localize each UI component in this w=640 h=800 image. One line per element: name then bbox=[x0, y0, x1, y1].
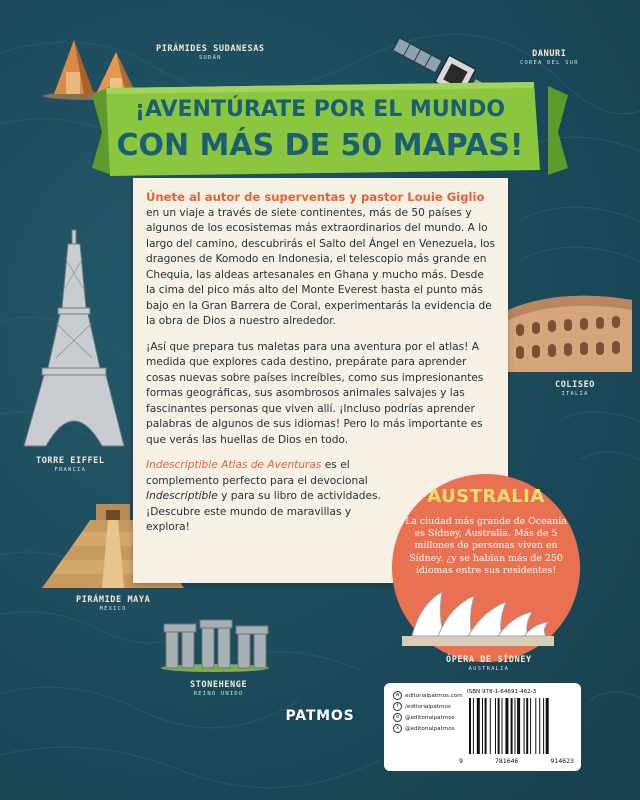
barcode-digits bbox=[459, 757, 574, 765]
eiffel-tower-illustration bbox=[20, 228, 130, 450]
coliseo-label: COLISEO ITALIA bbox=[555, 380, 596, 397]
book-title: Indescriptible Atlas de Aventuras bbox=[146, 459, 322, 471]
social-links bbox=[393, 690, 463, 734]
banner-line-2: CON MÁS DE 50 MAPAS! bbox=[116, 128, 524, 163]
facebook-icon: f bbox=[393, 702, 402, 711]
lead-line: Únete al autor de superventas y pastor Louie Giglio bbox=[146, 190, 485, 204]
social-facebook: /editorialpatmos bbox=[405, 703, 451, 710]
paragraph-2: ¡Así que prepara tus maletas para una aventura por el atlas! A medida que explores cada destino, prepárate para aprender cosas nuevas sobre países increíbles, como sus impresionantes formas geográficas, sus asombrosos animales salvajes y las fascinantes personas que viven allí. ¡Incluso podrías aprender palabras de algunos de sus idiomas! Pero lo más importante es que verás las huellas de Dios en todo. bbox=[146, 340, 484, 446]
barcode-bar bbox=[477, 698, 480, 754]
sydney-opera-house-illustration bbox=[398, 584, 558, 648]
barcode bbox=[469, 698, 573, 756]
barcode-bar bbox=[535, 698, 536, 754]
social-x: @editorialpatmos bbox=[405, 725, 455, 732]
barcode-bar bbox=[502, 698, 503, 754]
eiffel-label: TORRE EIFFEL FRANCIA bbox=[36, 456, 105, 473]
globe-icon: w bbox=[393, 691, 402, 700]
paragraph-1 bbox=[146, 190, 496, 330]
instagram-icon: o bbox=[393, 713, 402, 722]
barcode-bar bbox=[485, 698, 487, 754]
barcode-bar bbox=[526, 698, 528, 754]
paragraph-3 bbox=[146, 458, 396, 536]
social-website: editorialpatmos.com bbox=[405, 692, 463, 699]
isbn-text: ISBN 978-1-64691-462-3 bbox=[467, 689, 537, 695]
barcode-bar bbox=[546, 698, 549, 754]
barcode-bar bbox=[524, 698, 525, 754]
social-instagram: @editorialpatmos bbox=[405, 714, 455, 721]
maya-label: PIRÁMIDE MAYA MÉXICO bbox=[76, 595, 151, 612]
opera-label: ÓPERA DE SÍDNEY AUSTRALIA bbox=[446, 655, 532, 672]
colosseum-illustration bbox=[500, 280, 640, 376]
barcode-bar bbox=[469, 698, 471, 754]
barcode-bar bbox=[511, 698, 513, 754]
australia-title: AUSTRALIA bbox=[427, 486, 545, 507]
barcode-bar bbox=[543, 698, 544, 754]
barcode-bar bbox=[490, 698, 491, 754]
barcode-digit-prefix: 9 bbox=[459, 757, 463, 765]
paragraph-1-body: en un viaje a través de siete continentes, más de 50 países y algunos de los ecosistemas más extraordinarios del mundo. A lo largo del camino, descubrirás el Salto del Ángel en Venezuela, los dragones de Komodo en Indonesia, el telescopio más grande en Chequia, las aldeas artesanales en Ghana y mucho más. Desde la cima del pico más alto del Monte Everest hasta el punto más bajo en la Gran Barrera de Coral, experimentarás la evidencia de la obra de Dios a nuestro alrededor. bbox=[146, 206, 496, 327]
barcode-digits-left: 781646 bbox=[494, 757, 519, 765]
stonehenge-label: STONEHENGE REINO UNIDO bbox=[190, 680, 248, 697]
danuri-label: DANURI COREA DEL SUR bbox=[520, 49, 579, 66]
sudan-label: PIRÁMIDES SUDANESAS SUDÁN bbox=[156, 44, 265, 61]
barcode-bar bbox=[495, 698, 496, 754]
barcode-bar bbox=[517, 698, 520, 754]
barcode-bar bbox=[530, 698, 531, 754]
australia-text: La ciudad más grande de Oceanía es Sídney, Australia. Más de 5 millones de personas viven en Sídney. ¿y se hablan más de 250 idiomas entre sus residentes! bbox=[405, 516, 567, 576]
barcode-bar bbox=[505, 698, 508, 754]
barcode-digits-right: 914623 bbox=[550, 757, 574, 765]
x-icon: x bbox=[393, 724, 402, 733]
barcode-bar bbox=[498, 698, 500, 754]
barcode-bar bbox=[515, 698, 516, 754]
barcode-bar bbox=[539, 698, 540, 754]
paragraph-3-part-a: es el complemento perfecto para el devocional bbox=[146, 459, 368, 487]
publisher-logo: PATMOS bbox=[285, 708, 355, 724]
stonehenge-illustration bbox=[160, 616, 270, 672]
banner-line-1: ¡AVENTÚRATE POR EL MUNDO bbox=[134, 97, 506, 122]
barcode-bar bbox=[482, 698, 483, 754]
paragraph-3-part-b: y para su libro de actividades. ¡Descubre este mundo de maravillas y explora! bbox=[146, 490, 381, 533]
devotional-title: Indescriptible bbox=[146, 490, 218, 502]
barcode-bar bbox=[473, 698, 474, 754]
